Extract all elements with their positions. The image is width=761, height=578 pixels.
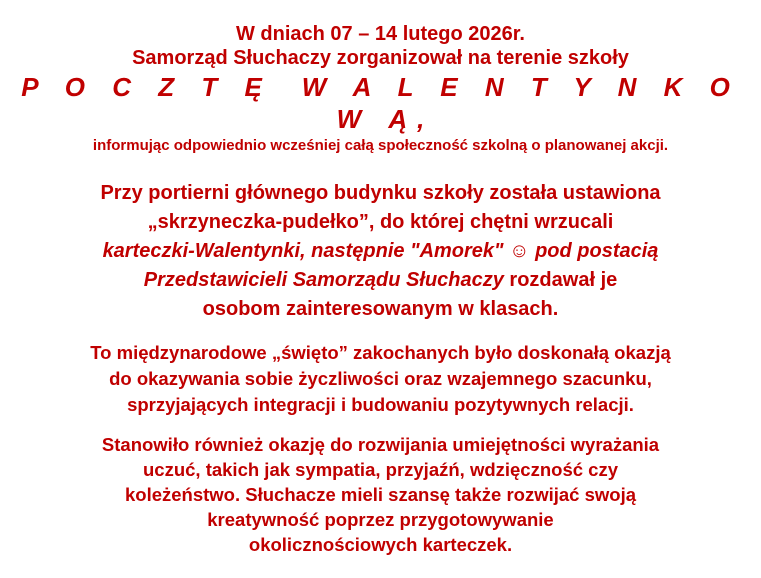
samorzad-name: Przedstawicieli Samorządu Słuchaczy bbox=[143, 269, 504, 291]
para4-line1: Stanowiło również okazję do rozwijania umiejętności wyrażania bbox=[101, 434, 660, 455]
para4-line3: koleżeństwo. Słuchacze mieli szansę także rozwijać swoją bbox=[124, 484, 636, 505]
para2-line3 bbox=[0, 237, 761, 266]
para4-line5: okolicznościowych karteczek. bbox=[248, 534, 513, 555]
para2-line2: „skrzyneczka-pudełko”, do której chętni wrzucali bbox=[147, 211, 614, 233]
para2-line3-tail: pod postacią bbox=[535, 240, 659, 262]
para4-line4: kreatywność poprzez przygotowywanie bbox=[207, 509, 554, 530]
headline-word-poczte: P O C Z T Ę bbox=[21, 72, 272, 102]
amorek-text: "Amorek" bbox=[410, 240, 504, 262]
para2-line5: osobom zainteresowanym w klasach. bbox=[202, 298, 559, 320]
headline-word-walentynkowa: W A L E N T Y N K O W Ą bbox=[301, 72, 740, 134]
para2-line4-tail: rozdawał je bbox=[503, 269, 618, 291]
para3-line3: sprzyjających integracji i budowaniu pozytywnych relacji. bbox=[127, 394, 634, 415]
paragraph-skills bbox=[0, 432, 761, 557]
intro-block bbox=[0, 22, 761, 157]
para4-line2: uczuć, takich jak sympatia, przyjaźń, wdzięczność czy bbox=[142, 459, 618, 480]
smiley-icon: ☺ bbox=[503, 240, 536, 262]
para3-line2: do okazywania sobie życzliwości oraz wzajemnego szacunku, bbox=[109, 368, 652, 389]
paragraph-mailbox bbox=[0, 179, 761, 324]
date-line: W dniach 07 – 14 lutego 2026r. bbox=[235, 23, 525, 45]
para3-line1: To międzynarodowe „święto” zakochanych było doskonałą okazją bbox=[90, 342, 671, 363]
paragraph-holiday bbox=[0, 340, 761, 418]
para2-line1: Przy portierni głównego budynku szkoły została ustawiona bbox=[100, 182, 661, 204]
para2-line3-italic: karteczki-Walentynki, następnie bbox=[102, 240, 411, 262]
para2-line4 bbox=[0, 266, 761, 295]
headline-comma: , bbox=[417, 104, 425, 134]
organizer-line: Samorząd Słuchaczy zorganizował na terenie szkoły bbox=[132, 47, 629, 69]
info-line: informując odpowiednio wcześniej całą społeczność szkolną o planowanej akcji. bbox=[92, 137, 669, 154]
headline bbox=[0, 71, 761, 135]
